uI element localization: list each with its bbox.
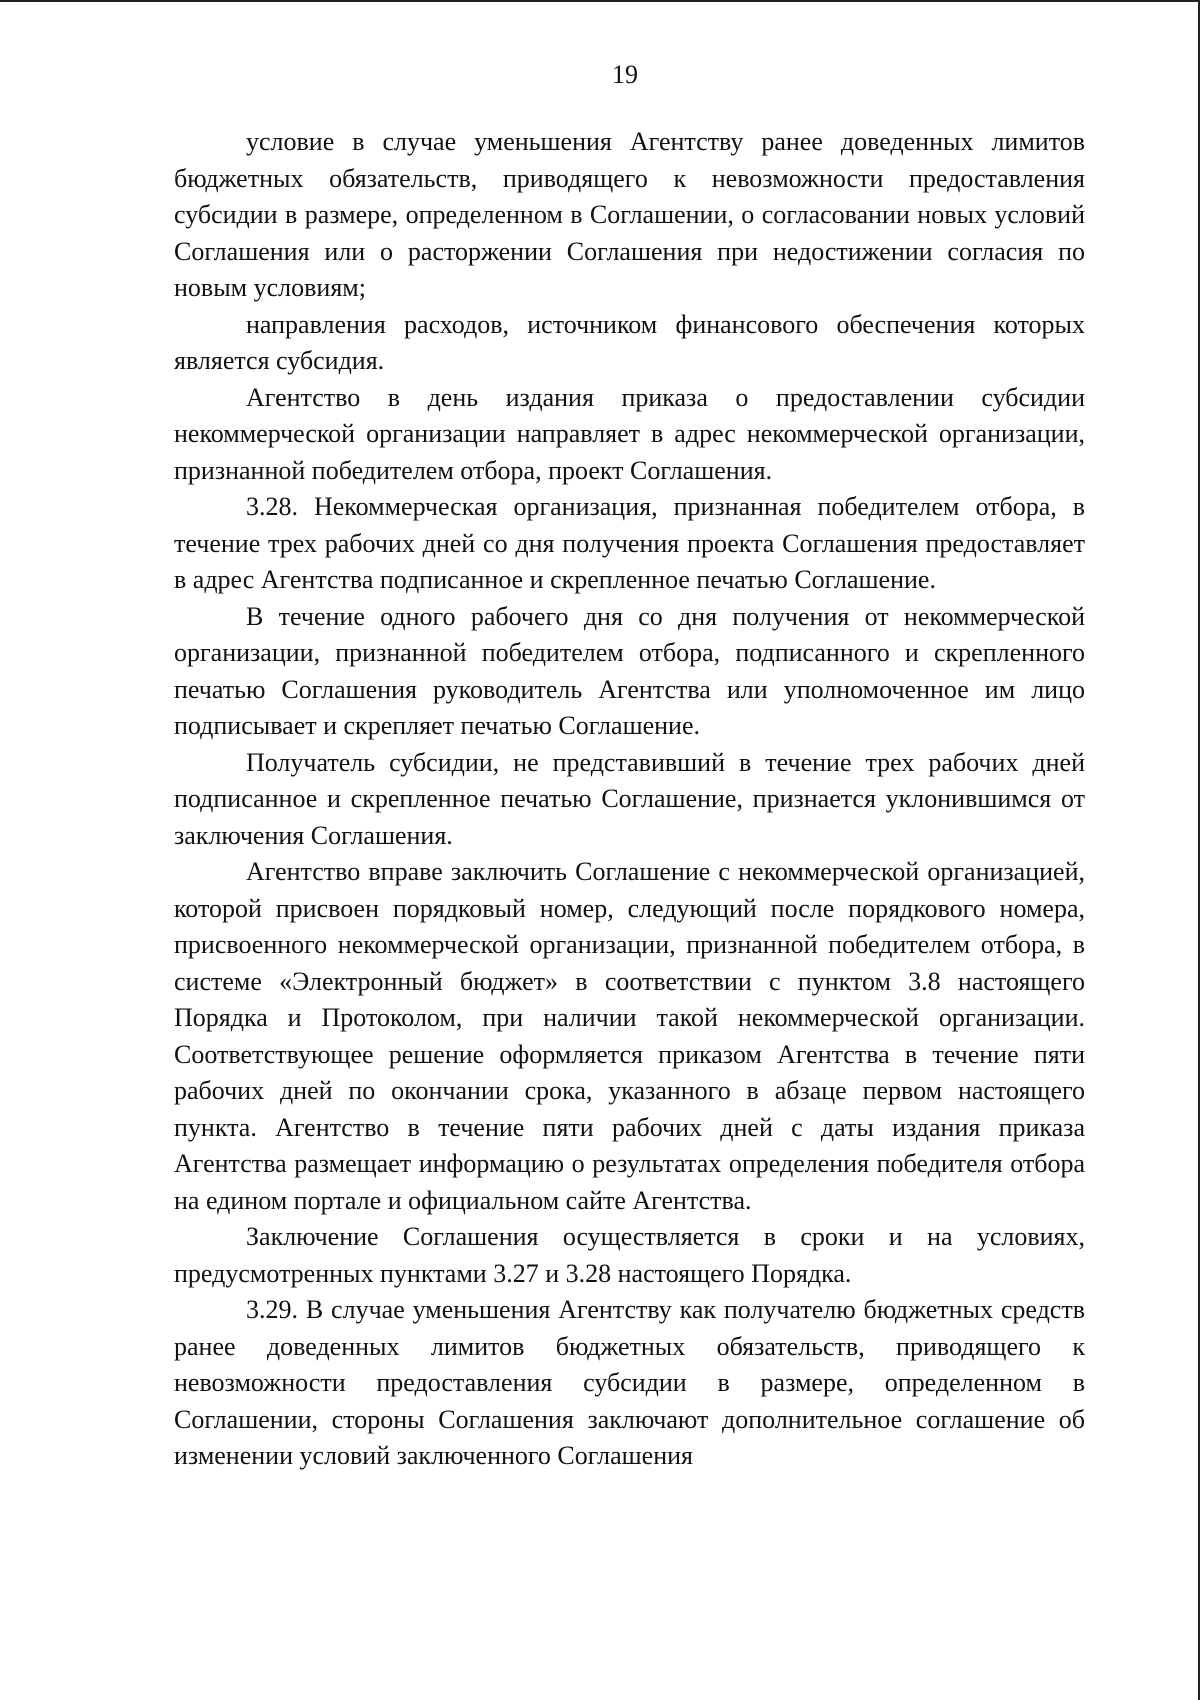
page-number: 19	[612, 60, 638, 89]
paragraph: Агентство в день издания приказа о предоставлении субсидии некоммерческой организации направляет в адрес некоммерческой организации, признанной победителем отбора, проект Соглашения.	[174, 382, 1085, 485]
document-body	[174, 124, 1085, 1475]
paragraph: 3.28. Некоммерческая организация, признанная победителем отбора, в течение трех рабочих дней со дня получения проекта Соглашения предоставляет в адрес Агентства подписанное и скрепленное печатью Соглашение.	[174, 492, 1085, 594]
paragraph: Заключение Соглашения осуществляется в сроки и на условиях, предусмотренных пунктами 3.27 и 3.28 настоящего Порядка.	[174, 1222, 1085, 1288]
paragraph: условие в случае уменьшения Агентству ранее доведенных лимитов бюджетных обязательств, приводящего к невозможности предоставления субсидии в размере, определенном в Соглашении, о согласовании новых условий Соглашения или о расторжении Соглашения при недостижении согласия по новым условиям;	[174, 127, 1085, 302]
paragraph: В течение одного рабочего дня со дня получения от некоммерческой организации, признанной победителем отбора, подписанного и скрепленного печатью Соглашения руководитель Агентства или уполномоченное им лицо подписывает и скрепляет печатью Соглашение.	[174, 601, 1085, 740]
paragraph: 3.29. В случае уменьшения Агентству как получателю бюджетных средств ранее доведенных лимитов бюджетных обязательств, приводящего к невозможности предоставления субсидии в размере, определенном в Соглашении, стороны Соглашения заключают дополнительное соглашение об изменении условий заключенного Соглашения	[174, 1295, 1085, 1470]
paragraph: Агентство вправе заключить Соглашение с некоммерческой организацией, которой присвоен порядковый номер, следующий после порядкового номера, присвоенного некоммерческой организации, признанной победителем отбора, в системе «Электронный бюджет» в соответствии с пунктом 3.8 настоящего Порядка и Протоколом, при наличии такой некоммерческой организации. Соответствующее решение оформляется приказом Агентства в течение пяти рабочих дней по окончании срока, указанного в абзаце первом настоящего пункта. Агентство в течение пяти рабочих дней с даты издания приказа Агентства размещает информацию о результатах определения победителя отбора на едином портале и официальном сайте Агентства.	[174, 857, 1085, 1215]
paragraph: Получатель субсидии, не представивший в течение трех рабочих дней подписанное и скрепленное печатью Соглашение, признается уклонившимся от заключения Соглашения.	[174, 747, 1085, 850]
paragraph: направления расходов, источником финансового обеспечения которых является субсидия.	[174, 309, 1085, 375]
